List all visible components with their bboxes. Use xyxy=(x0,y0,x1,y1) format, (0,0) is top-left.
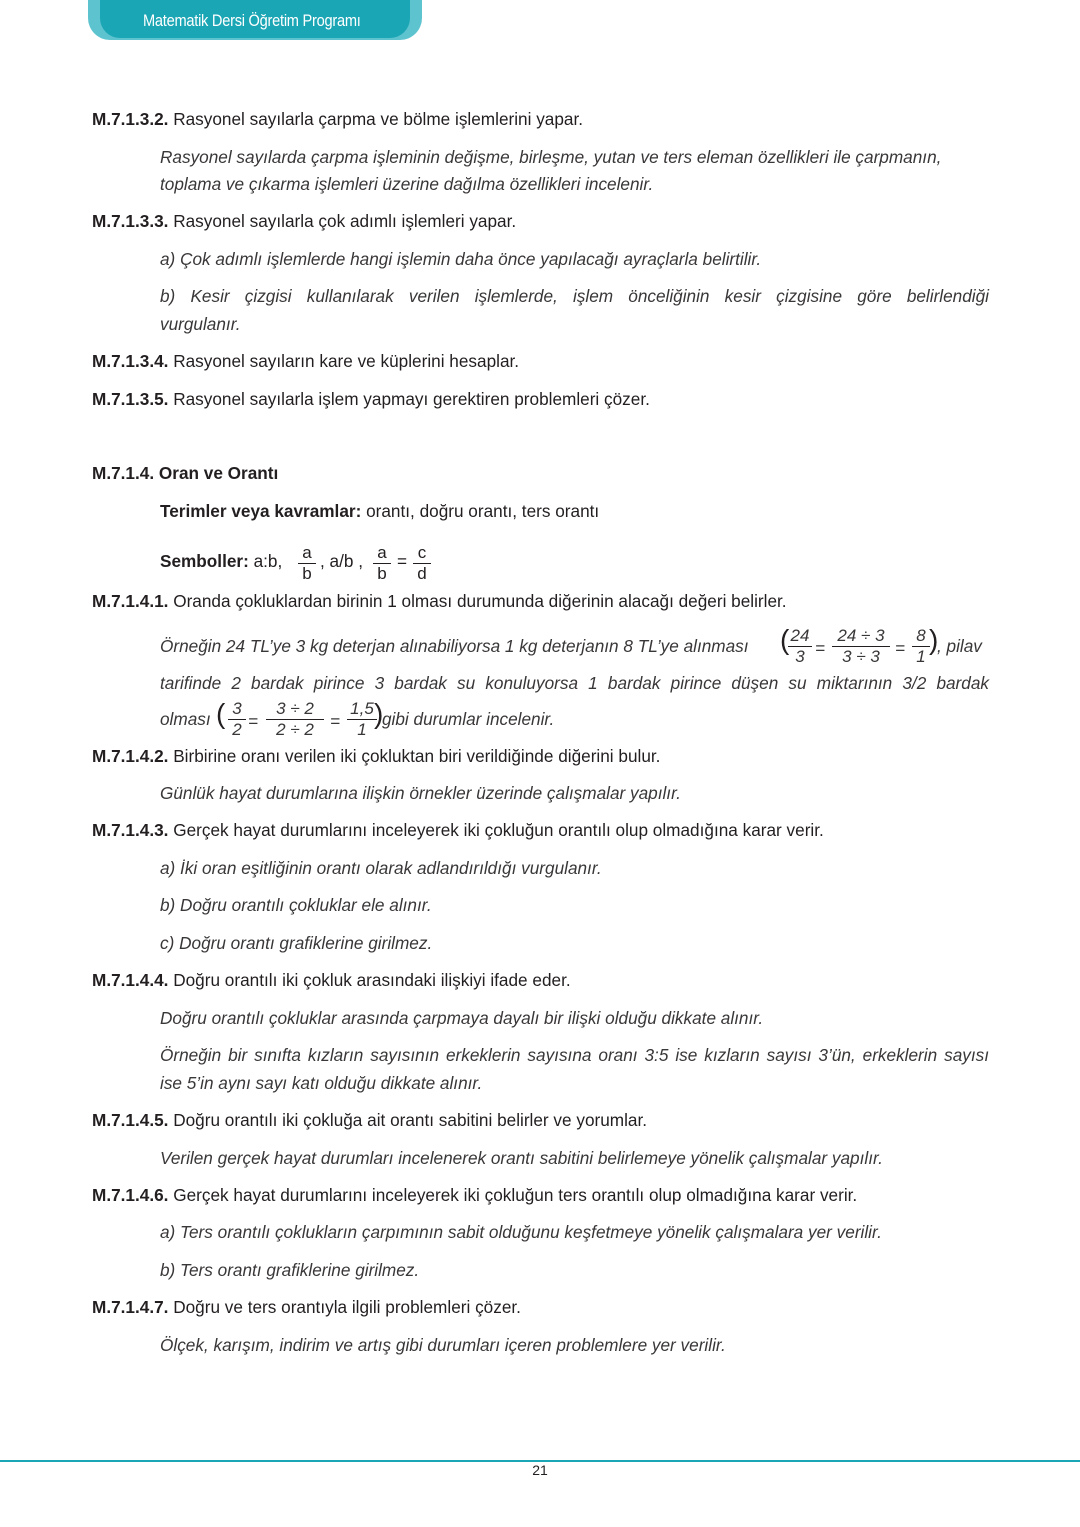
example-fraction-3-2: 3 2 xyxy=(228,700,246,739)
example-fraction-24-3: 24 3 xyxy=(788,627,812,666)
explanation-line: a) Çok adımlı işlemlerde hangi işlemin daha önce yapılacağı ayraçlarla belirtilir. xyxy=(160,249,762,269)
explanation-line: b) Doğru orantılı çokluklar ele alınır. xyxy=(160,895,432,915)
section-title: Oran ve Orantı xyxy=(154,463,279,483)
explanation-line: Günlük hayat durumlarına ilişkin örnekler üzerinde çalışmalar yapılır. xyxy=(160,783,681,803)
example-fraction-3div2: 3 ÷ 2 2 ÷ 2 xyxy=(266,700,324,739)
outcome-text: Doğru orantılı iki çokluğa ait orantı sabitini belirler ve yorumlar. xyxy=(168,1110,648,1130)
symbol-fraction-a-b-2: a b xyxy=(373,544,391,583)
outcome-text: Rasyonel sayılarla çok adımlı işlemleri yapar. xyxy=(168,211,517,231)
outcome-code: M.7.1.4.4. xyxy=(92,970,169,990)
paren-open: ( xyxy=(216,698,226,729)
explanation-line: Rasyonel sayılarda çarpma işleminin değişme, birleşme, yutan ve ters eleman özellikleri ile çarpmanın, xyxy=(160,147,942,167)
outcome-text: Gerçek hayat durumlarını inceleyerek iki çokluğun orantılı olup olmadığına karar verir. xyxy=(168,820,824,840)
explanation-line: ise 5’in aynı sayı katı olduğu dikkate alınır. xyxy=(160,1073,483,1093)
section-heading xyxy=(92,462,278,484)
outcome-text: Gerçek hayat durumlarını inceleyerek iki çokluğun ters orantılı olup olmadığına karar verir. xyxy=(168,1185,858,1205)
explanation-line: Ölçek, karışım, indirim ve artış gibi durumları içeren problemlere yer verilir. xyxy=(160,1335,726,1355)
outcome-m71442 xyxy=(92,745,660,767)
outcome-m7133 xyxy=(92,210,516,232)
outcome-text: Birbirine oranı verilen iki çokluktan biri verildiğinde diğerini bulur. xyxy=(168,746,661,766)
symbols-line xyxy=(160,550,282,572)
outcome-m71443 xyxy=(92,819,824,841)
example-equals: = xyxy=(895,638,906,658)
outcome-code: M.7.1.3.4. xyxy=(92,351,169,371)
outcome-m71445 xyxy=(92,1109,647,1131)
explanation-line: Verilen gerçek hayat durumları incelenerek orantı sabitini belirlemeye yönelik çalışmalar yapılır. xyxy=(160,1148,883,1168)
example-equals: = xyxy=(815,638,826,658)
paren-close: ) xyxy=(374,698,384,729)
symbols-ab-slash: , a/b , xyxy=(320,551,363,571)
symbols-label: Semboller: xyxy=(160,551,249,571)
outcome-text: Doğru orantılı iki çokluk arasındaki ilişkiyi ifade eder. xyxy=(168,970,571,990)
outcome-text: Rasyonel sayılarla işlem yapmayı gerektiren problemleri çözer. xyxy=(168,389,650,409)
outcome-code: M.7.1.4.3. xyxy=(92,820,169,840)
example-tail: , pilav xyxy=(937,636,982,656)
paren-close: ) xyxy=(929,624,939,655)
explanation-line: a) Ters orantılı çoklukların çarpımının sabit olduğunu keşfetmeye yönelik çalışmalara yer verilir. xyxy=(160,1222,882,1242)
outcome-m7134 xyxy=(92,350,519,372)
explanation-line: vurgulanır. xyxy=(160,314,241,334)
explanation-line: c) Doğru orantı grafiklerine girilmez. xyxy=(160,933,433,953)
outcome-code: M.7.1.4.7. xyxy=(92,1297,169,1317)
explanation-line: Örneğin bir sınıfta kızların sayısının erkeklerin sayısına oranı 3:5 ise kızların sayısı 3’ün, erkeklerin sayısı xyxy=(160,1045,989,1065)
terms-value: orantı, doğru orantı, ters orantı xyxy=(361,501,600,521)
symbols-a: a:b, xyxy=(248,551,283,571)
outcome-text: Rasyonel sayıların kare ve küplerini hesaplar. xyxy=(168,351,520,371)
symbol-fraction-c-d: c d xyxy=(413,544,431,583)
example-line: tarifinde 2 bardak pirince 3 bardak su konuluyorsa 1 bardak pirince düşen su miktarının 3/2 bardak xyxy=(160,673,989,693)
explanation-line: b) Ters orantı grafiklerine girilmez. xyxy=(160,1260,420,1280)
terms-label: Terimler veya kavramlar: xyxy=(160,501,362,521)
explanation-line: toplama ve çıkarma işlemleri üzerine dağılma özellikleri incelenir. xyxy=(160,174,654,194)
outcome-text: Doğru ve ters orantıyla ilgili problemleri çözer. xyxy=(168,1297,521,1317)
outcome-m7135 xyxy=(92,388,650,410)
explanation-line: a) İki oran eşitliğinin orantı olarak adlandırıldığı vurgulanır. xyxy=(160,858,602,878)
outcome-code: M.7.1.3.2. xyxy=(92,109,169,129)
outcome-m71447 xyxy=(92,1296,521,1318)
symbols-equals: = xyxy=(397,551,408,571)
example-equals: = xyxy=(248,711,259,731)
symbol-fraction-a-b: a b xyxy=(298,544,316,583)
outcome-text: Rasyonel sayılarla çarpma ve bölme işlemlerini yapar. xyxy=(168,109,584,129)
outcome-code: M.7.1.4.1. xyxy=(92,591,169,611)
outcome-code: M.7.1.4.2. xyxy=(92,746,169,766)
example-equals: = xyxy=(330,711,341,731)
header-title: Matematik Dersi Öğretim Programı xyxy=(143,11,361,30)
outcome-m71444 xyxy=(92,969,571,991)
outcome-code: M.7.1.4.5. xyxy=(92,1110,169,1130)
terms-line xyxy=(160,500,599,522)
page-number: 21 xyxy=(532,1462,548,1478)
explanation-line: b) Kesir çizgisi kullanılarak verilen işlemlerde, işlem önceliğinin kesir çizgisine göre belirlendiği xyxy=(160,286,989,306)
outcome-code: M.7.1.3.5. xyxy=(92,389,169,409)
paren-open: ( xyxy=(780,624,790,655)
outcome-code: M.7.1.4.6. xyxy=(92,1185,169,1205)
outcome-m7132 xyxy=(92,108,583,130)
explanation-line: Doğru orantılı çokluklar arasında çarpmaya dayalı bir ilişki olduğu dikkate alınır. xyxy=(160,1008,764,1028)
example-fraction-15-1: 1,5 1 xyxy=(347,700,377,739)
example-fraction-24div3: 24 ÷ 3 3 ÷ 3 xyxy=(832,627,890,666)
outcome-m71446 xyxy=(92,1184,857,1206)
example-tail: gibi durumlar incelenir. xyxy=(382,709,555,729)
example-fraction-8-1: 8 1 xyxy=(912,627,930,666)
section-code: M.7.1.4. xyxy=(92,463,155,483)
outcome-text: Oranda çokluklardan birinin 1 olması durumunda diğerinin alacağı değeri belirler. xyxy=(168,591,787,611)
example-line: Örneğin 24 TL’ye 3 kg deterjan alınabiliyorsa 1 kg deterjanın 8 TL’ye alınması xyxy=(160,636,749,656)
outcome-m71441 xyxy=(92,590,787,612)
outcome-code: M.7.1.3.3. xyxy=(92,211,169,231)
example-line-head: olması xyxy=(160,709,211,729)
